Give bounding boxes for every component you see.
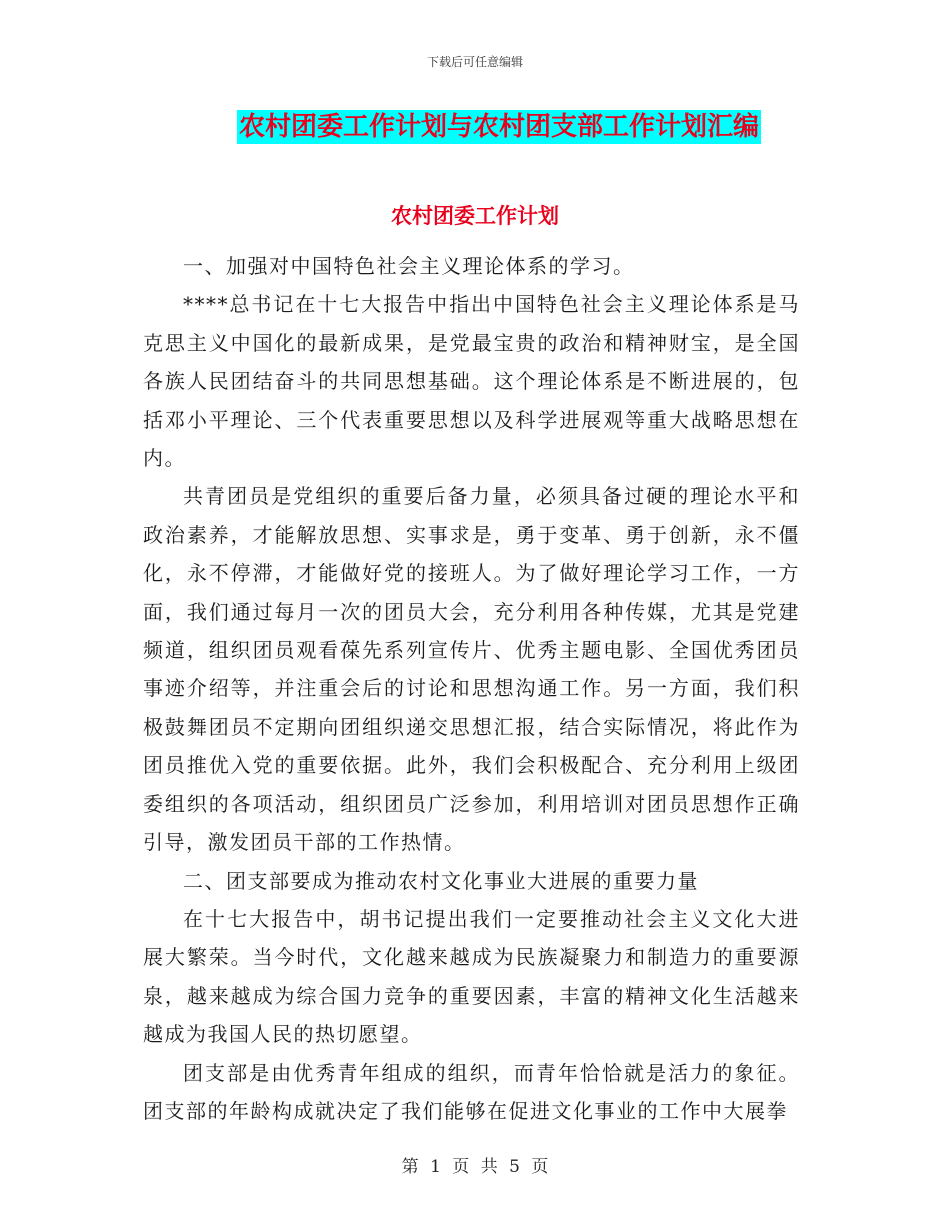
page-number: 第 1 页 共 5 页 <box>401 1157 549 1177</box>
paragraph: 共青团员是党组织的重要后备力量，必须具备过硬的理论水平和政治素养，才能解放思想、实事求是，勇于变革、勇于创新，永不僵化，永不停滞，才能做好党的接班人。为了做好理论学习工作，一方面，我们通过每月一次的团员大会，充分利用各种传媒，尤其是党建频道，组织团员观看葆先系列宣传片、优秀主题电影、全国优秀团员事迹介绍等，并注重会后的讨论和思想沟通工作。另一方面，我们积极鼓舞团员不定期向团组织递交思想汇报，结合实际情况，将此作为团员推优入党的重要依据。此外，我们会积极配合、充分利用上级团委组织的各项活动，组织团员广泛参加，利用培训对团员思想作正确引导，激发团员干部的工作热情。 <box>143 484 800 855</box>
document-body <box>143 247 800 1130</box>
paragraph: 团支部是由优秀青年组成的组织，而青年恰恰就是活力的象征。团支部的年龄构成就决定了我们能够在促进文化事业的工作中大展拳 <box>143 1060 800 1123</box>
paragraph: 二、团支部要成为推动农村文化事业大进展的重要力量 <box>183 868 699 893</box>
paragraph: 一、加强对中国特色社会主义理论体系的学习。 <box>183 254 635 278</box>
paragraph: ****总书记在十七大报告中指出中国特色社会主义理论体系是马克思主义中国化的最新成果，是党最宝贵的政治和精神财宝，是全国各族人民团结奋斗的共同思想基础。这个理论体系是不断进展的，包括邓小平理论、三个代表重要思想以及科学进展观等重大战略思想在内。 <box>143 292 800 471</box>
document-title: 农村团委工作计划与农村团支部工作计划汇编 <box>238 112 759 142</box>
main-title-container <box>0 110 950 144</box>
header-note: 下载后可任意编辑 <box>426 55 523 69</box>
paragraph: 在十七大报告中，胡书记提出我们一定要推动社会主义文化大进展大繁荣。当今时代，文化越来越成为民族凝聚力和制造力的重要源泉，越来越成为综合国力竞争的重要因素，丰富的精神文化生活越来越成为我国人民的热切愿望。 <box>143 906 800 1047</box>
section-title: 农村团委工作计划 <box>391 204 559 228</box>
